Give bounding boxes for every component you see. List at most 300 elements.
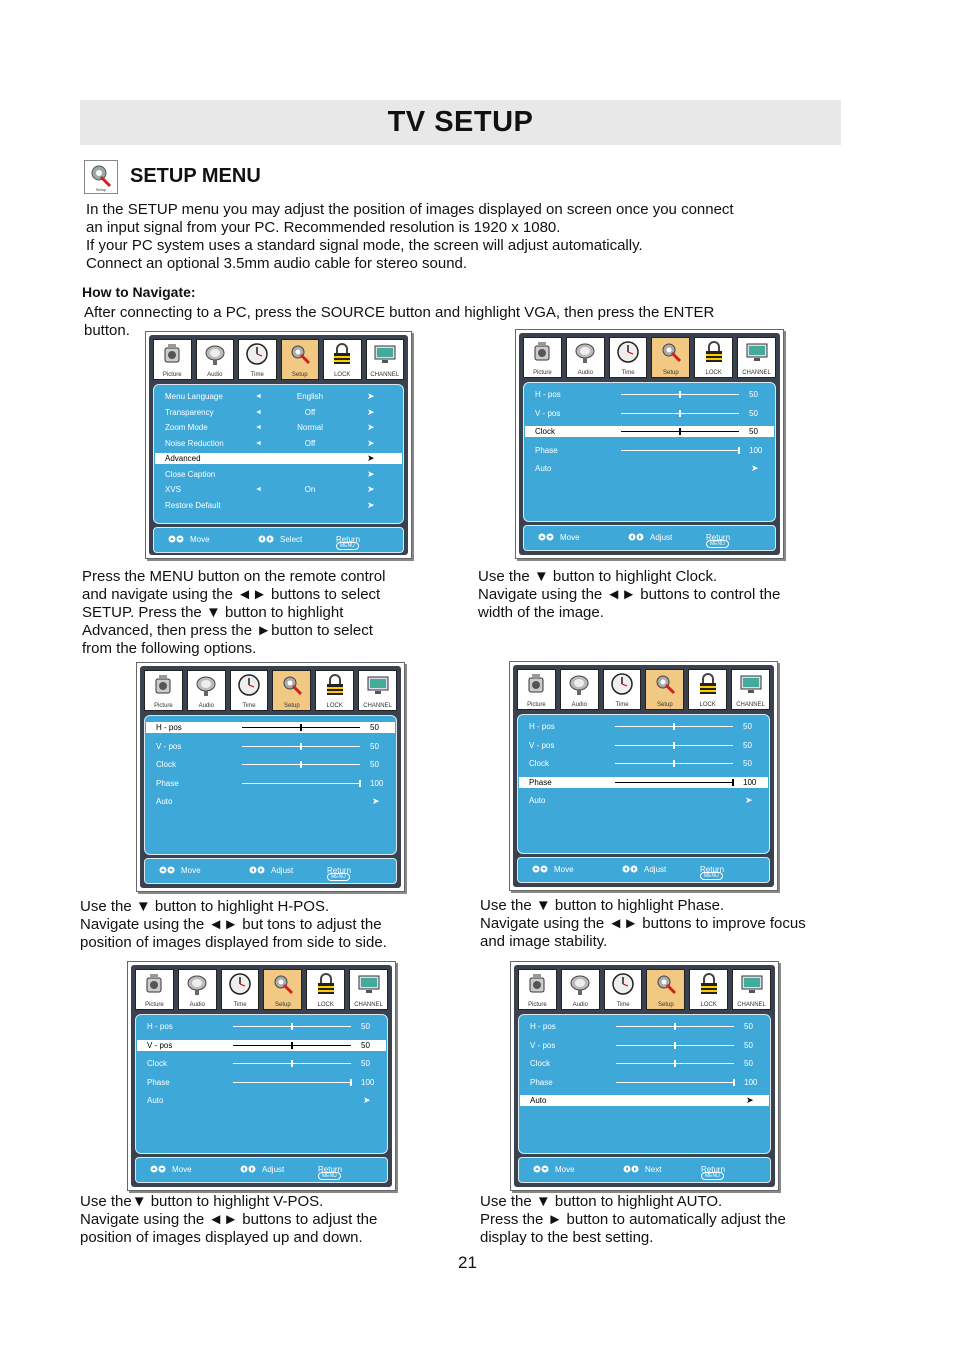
- adjust-row-label: Auto: [535, 464, 552, 473]
- slider-value: 100: [744, 1077, 758, 1087]
- adjust-row[interactable]: [519, 795, 768, 806]
- tab-time[interactable]: [230, 670, 269, 711]
- footer-action-label: Next: [645, 1165, 662, 1174]
- padlock-icon: [323, 673, 347, 697]
- adjust-row[interactable]: [146, 759, 395, 770]
- osd-frame: [514, 965, 775, 1187]
- tab-label: Setup: [663, 370, 679, 376]
- tab-setup[interactable]: [651, 337, 690, 378]
- slider-knob[interactable]: [674, 1042, 676, 1049]
- adjust-row-label: Auto: [530, 1096, 547, 1105]
- camera-icon: [524, 672, 548, 696]
- right-arrow-icon: ➤: [367, 391, 375, 401]
- tab-label: Picture: [154, 703, 173, 709]
- slider-knob[interactable]: [350, 1079, 352, 1086]
- menu-footer: [135, 1157, 388, 1183]
- up-down-buttons-icon: [532, 865, 548, 873]
- clock-icon: [237, 673, 261, 697]
- footer-return: [336, 535, 361, 549]
- menu-row[interactable]: [155, 391, 402, 402]
- tab-channel[interactable]: [731, 669, 770, 710]
- wrench-icon: [271, 972, 295, 996]
- value-slider[interactable]: [615, 782, 733, 783]
- osd-frame: [513, 665, 774, 887]
- menu-row-label: Noise Reduction: [165, 438, 224, 448]
- right-arrow-icon: ➤: [745, 795, 753, 805]
- tab-lock[interactable]: [688, 669, 727, 710]
- up-down-buttons-icon: [538, 533, 554, 541]
- tab-channel[interactable]: [732, 969, 771, 1010]
- osd-frame: [140, 666, 401, 888]
- tab-picture[interactable]: [153, 339, 192, 380]
- padlock-icon: [314, 972, 338, 996]
- tab-label: CHANNEL: [354, 1002, 383, 1008]
- tab-channel[interactable]: [349, 969, 388, 1010]
- padlock-icon: [330, 342, 354, 366]
- value-slider[interactable]: [621, 413, 739, 414]
- menu-row-value: On: [304, 485, 316, 494]
- adjust-row-label: V - pos: [530, 1040, 556, 1050]
- menu-row[interactable]: [155, 500, 402, 511]
- left-right-buttons-icon: [249, 866, 265, 874]
- adjust-row-label: Phase: [529, 777, 552, 787]
- menu-row[interactable]: [155, 469, 402, 480]
- clock-icon: [616, 340, 640, 364]
- menu-tab-bar: [523, 337, 776, 378]
- menu-row-label: Zoom Mode: [165, 423, 208, 432]
- slider-value: 50: [749, 427, 758, 436]
- osd-frame: [149, 335, 408, 555]
- tab-label: Audio: [198, 703, 214, 709]
- caption-6-line-1: Use the ▼ button to highlight AUTO.: [480, 1193, 723, 1210]
- menu-tab-bar: [144, 670, 397, 711]
- slider-value: 50: [370, 723, 379, 732]
- adjust-row[interactable]: [520, 1040, 769, 1051]
- adjust-row-label: V - pos: [529, 740, 555, 750]
- slider-knob[interactable]: [291, 1023, 293, 1030]
- right-arrow-icon: ➤: [367, 453, 375, 463]
- tab-audio[interactable]: [178, 969, 217, 1010]
- tab-lock[interactable]: [689, 969, 728, 1010]
- left-right-buttons-icon: [623, 1165, 639, 1173]
- footer-move-label: Move: [560, 533, 580, 542]
- tab-setup[interactable]: [646, 969, 685, 1010]
- left-arrow-icon: ◄: [255, 424, 262, 431]
- value-slider[interactable]: [233, 1045, 351, 1046]
- tab-label: Time: [615, 702, 629, 708]
- tab-label: Time: [242, 703, 256, 709]
- adjust-row[interactable]: [525, 389, 774, 400]
- tab-audio[interactable]: [561, 969, 600, 1010]
- tab-label: Setup: [284, 703, 300, 709]
- tab-label: Time: [616, 1002, 630, 1008]
- adjust-row[interactable]: [519, 721, 768, 732]
- slider-value: 100: [361, 1077, 375, 1087]
- tab-label: Time: [233, 1002, 247, 1008]
- clock-icon: [245, 342, 269, 366]
- menu-row-value: Off: [304, 407, 316, 417]
- caption-3-line-1: Use the ▼ button to highlight H-POS.: [80, 898, 330, 915]
- adjust-row-label: V - pos: [147, 1040, 173, 1050]
- caption-6-line-2: Press the ► button to automatically adjust the: [480, 1211, 786, 1228]
- caption-4-line-2: Navigate using the ◄► buttons to improve focus: [480, 915, 806, 932]
- tab-picture[interactable]: [523, 337, 562, 378]
- value-slider[interactable]: [616, 1045, 734, 1046]
- value-slider[interactable]: [616, 1063, 734, 1064]
- adjust-row[interactable]: [146, 741, 395, 752]
- adjust-row[interactable]: [520, 1021, 769, 1032]
- slider-value: 100: [749, 445, 763, 455]
- tab-audio[interactable]: [560, 669, 599, 710]
- adjust-row[interactable]: [525, 445, 774, 456]
- page-title: TV SETUP: [387, 106, 534, 138]
- wrench-icon: [280, 673, 304, 697]
- tab-label: Picture: [527, 702, 546, 708]
- adjust-row-label: H - pos: [535, 390, 561, 399]
- slider-value: 100: [743, 777, 757, 787]
- slider-value: 50: [743, 722, 752, 731]
- footer-action-label: Adjust: [650, 533, 673, 542]
- value-slider[interactable]: [242, 764, 360, 765]
- wrench-icon: [654, 972, 678, 996]
- menu-row-label: Transparency: [165, 407, 214, 417]
- right-arrow-icon: ➤: [367, 499, 375, 510]
- menu-row-label: Restore Default: [165, 500, 221, 510]
- tab-time[interactable]: [609, 337, 648, 378]
- tab-channel[interactable]: [358, 670, 397, 711]
- adjust-row-label: H - pos: [147, 1022, 173, 1031]
- tab-picture[interactable]: [135, 969, 174, 1010]
- osd-hpos-adjust: [136, 662, 405, 892]
- adjust-row[interactable]: [520, 1058, 769, 1069]
- menu-row[interactable]: [155, 422, 402, 433]
- intro-line-1: In the SETUP menu you may adjust the position of images displayed on screen once you connect: [86, 201, 734, 218]
- value-slider[interactable]: [615, 745, 733, 746]
- adjust-row[interactable]: [146, 796, 395, 807]
- tab-lock[interactable]: [306, 969, 345, 1010]
- adjust-menu-body: [523, 382, 776, 522]
- tab-label: CHANNEL: [742, 370, 771, 376]
- camera-icon: [151, 673, 175, 697]
- tab-label: Time: [250, 372, 264, 378]
- osd-frame: [519, 333, 780, 555]
- slider-knob[interactable]: [738, 447, 740, 454]
- footer-return: [318, 1165, 343, 1179]
- menu-row[interactable]: [155, 407, 402, 418]
- slider-knob[interactable]: [673, 723, 675, 730]
- footer-move-label: Move: [181, 866, 201, 875]
- right-arrow-icon: ➤: [367, 406, 375, 417]
- satellite-dish-icon: [194, 673, 218, 697]
- intro-line-3: If your PC system uses a standard signal mode, the screen will adjust automatically.: [86, 237, 643, 254]
- tab-setup[interactable]: [263, 969, 302, 1010]
- adjust-row-label: Clock: [535, 427, 556, 436]
- up-down-buttons-icon: [533, 1165, 549, 1173]
- adjust-row[interactable]: [525, 408, 774, 419]
- value-slider[interactable]: [242, 783, 360, 784]
- menu-button-icon: MENU: [318, 1172, 341, 1180]
- value-slider[interactable]: [233, 1026, 351, 1027]
- adjust-row-label: H - pos: [529, 722, 555, 731]
- slider-knob[interactable]: [359, 780, 361, 787]
- adjust-menu-body: [517, 714, 770, 854]
- monitor-icon: [739, 672, 763, 696]
- slider-knob[interactable]: [673, 742, 675, 749]
- satellite-dish-icon: [567, 672, 591, 696]
- footer-return-label: Return: [700, 865, 725, 874]
- footer-action-label: Adjust: [262, 1165, 285, 1174]
- adjust-menu-body: [144, 715, 397, 855]
- value-slider[interactable]: [242, 727, 360, 728]
- menu-row-value: English: [296, 392, 324, 401]
- value-slider[interactable]: [621, 450, 739, 451]
- caption-5-line-1: Use the▼ button to highlight V-POS.: [80, 1193, 324, 1210]
- right-arrow-icon: ➤: [363, 1095, 371, 1105]
- adjust-row[interactable]: [519, 777, 768, 788]
- tab-picture[interactable]: [518, 969, 557, 1010]
- slider-value: 50: [744, 1022, 753, 1031]
- adjust-row[interactable]: [137, 1077, 386, 1088]
- monitor-icon: [745, 340, 769, 364]
- page-number: 21: [458, 1253, 477, 1272]
- slider-knob[interactable]: [732, 779, 734, 786]
- tab-label: Audio: [572, 1002, 588, 1008]
- tab-label: LOCK: [317, 1002, 334, 1008]
- tab-lock[interactable]: [323, 339, 362, 380]
- adjust-row-label: Phase: [147, 1077, 170, 1087]
- tab-time[interactable]: [603, 669, 642, 710]
- tab-label: Audio: [571, 702, 587, 708]
- tab-label: LOCK: [699, 702, 716, 708]
- tab-lock[interactable]: [694, 337, 733, 378]
- monitor-icon: [373, 342, 397, 366]
- monitor-icon: [357, 972, 381, 996]
- slider-knob[interactable]: [674, 1060, 676, 1067]
- slider-value: 50: [743, 740, 752, 750]
- menu-body: [153, 384, 404, 524]
- right-arrow-icon: ➤: [367, 437, 375, 448]
- slider-knob[interactable]: [679, 428, 681, 435]
- menu-footer: [153, 527, 404, 553]
- tab-audio[interactable]: [187, 670, 226, 711]
- slider-value: 50: [749, 408, 758, 418]
- left-right-buttons-icon: [628, 533, 644, 541]
- camera-icon: [160, 342, 184, 366]
- footer-action-label: Adjust: [644, 865, 667, 874]
- slider-knob[interactable]: [300, 724, 302, 731]
- adjust-row[interactable]: [137, 1095, 386, 1106]
- adjust-row[interactable]: [146, 722, 395, 733]
- tab-label: Audio: [189, 1002, 205, 1008]
- tab-setup[interactable]: [645, 669, 684, 710]
- value-slider[interactable]: [233, 1082, 351, 1083]
- tab-time[interactable]: [604, 969, 643, 1010]
- tab-label: Audio: [577, 370, 593, 376]
- caption-5-line-2: Navigate using the ◄► buttons to adjust the: [80, 1211, 378, 1228]
- footer-return-label: Return: [336, 535, 361, 544]
- adjust-row-label: Clock: [529, 759, 550, 768]
- slider-value: 50: [743, 759, 752, 768]
- value-slider[interactable]: [621, 394, 739, 395]
- up-down-buttons-icon: [168, 535, 184, 543]
- caption-4-line-1: Use the ▼ button to highlight Phase.: [480, 897, 725, 914]
- satellite-dish-icon: [568, 972, 592, 996]
- slider-knob[interactable]: [300, 761, 302, 768]
- tab-channel[interactable]: [366, 339, 405, 380]
- adjust-row[interactable]: [146, 778, 395, 789]
- menu-button-icon: MENU: [701, 1172, 724, 1180]
- menu-row[interactable]: [155, 438, 402, 449]
- tab-picture[interactable]: [144, 670, 183, 711]
- padlock-icon: [702, 340, 726, 364]
- tab-label: Picture: [145, 1002, 164, 1008]
- menu-footer: [523, 525, 776, 551]
- monitor-icon: [366, 673, 390, 697]
- adjust-row-label: V - pos: [156, 741, 182, 751]
- slider-value: 50: [370, 741, 379, 751]
- setup-icon-label: Setup: [95, 187, 107, 192]
- tab-audio[interactable]: [196, 339, 235, 380]
- slider-knob[interactable]: [679, 410, 681, 417]
- footer-move-label: Move: [190, 535, 210, 544]
- value-slider[interactable]: [242, 746, 360, 747]
- tab-setup[interactable]: [281, 339, 320, 380]
- slider-knob[interactable]: [300, 743, 302, 750]
- slider-knob[interactable]: [733, 1079, 735, 1086]
- tab-channel[interactable]: [737, 337, 776, 378]
- menu-row-label: Close Caption: [165, 469, 216, 479]
- wrench-icon: [653, 672, 677, 696]
- adjust-row[interactable]: [137, 1040, 386, 1051]
- adjust-row[interactable]: [525, 426, 774, 437]
- caption-2-line-1: Use the ▼ button to highlight Clock.: [478, 568, 718, 585]
- slider-knob[interactable]: [679, 391, 681, 398]
- menu-footer: [517, 857, 770, 883]
- osd-setup-menu: [145, 331, 412, 559]
- section-title: SETUP MENU: [130, 165, 261, 187]
- value-slider[interactable]: [233, 1063, 351, 1064]
- value-slider[interactable]: [615, 763, 733, 764]
- caption-3-line-2: Navigate using the ◄► but tons to adjust the: [80, 916, 382, 933]
- right-arrow-icon: ➤: [372, 796, 380, 806]
- tab-time[interactable]: [238, 339, 277, 380]
- tab-setup[interactable]: [272, 670, 311, 711]
- value-slider[interactable]: [621, 431, 739, 432]
- menu-footer: [144, 858, 397, 884]
- caption-4-line-3: and image stability.: [480, 933, 608, 950]
- menu-button-icon: MENU: [336, 542, 359, 550]
- tab-label: LOCK: [700, 1002, 717, 1008]
- caption-2-line-2: Navigate using the ◄► buttons to control the: [478, 586, 781, 603]
- tab-label: CHANNEL: [370, 372, 400, 378]
- adjust-row[interactable]: [519, 740, 768, 751]
- footer-return-label: Return: [701, 1165, 726, 1174]
- title-banner: [80, 100, 841, 145]
- adjust-menu-body: [135, 1014, 388, 1154]
- setup-icon: [84, 160, 118, 194]
- adjust-row[interactable]: [525, 463, 774, 474]
- slider-value: 50: [744, 1059, 753, 1068]
- osd-frame: [131, 965, 392, 1187]
- menu-tab-bar: [517, 669, 770, 710]
- tab-audio[interactable]: [566, 337, 605, 378]
- tab-time[interactable]: [221, 969, 260, 1010]
- tab-label: Setup: [275, 1002, 291, 1008]
- footer-move-label: Move: [554, 865, 574, 874]
- slider-value: 50: [370, 760, 379, 769]
- footer-return: [700, 865, 725, 879]
- slider-knob[interactable]: [673, 760, 675, 767]
- adjust-row[interactable]: [137, 1058, 386, 1069]
- adjust-row-label: Auto: [156, 797, 173, 806]
- osd-clock-adjust: [515, 329, 784, 559]
- tab-picture[interactable]: [517, 669, 556, 710]
- menu-button-icon: MENU: [700, 872, 723, 880]
- slider-knob[interactable]: [291, 1042, 293, 1049]
- tab-label: LOCK: [334, 372, 351, 378]
- footer-action-label: Adjust: [271, 866, 294, 875]
- slider-value: 50: [361, 1022, 370, 1031]
- osd-phase-adjust: [509, 661, 778, 891]
- menu-button-icon: MENU: [327, 873, 350, 881]
- tab-lock[interactable]: [315, 670, 354, 711]
- adjust-menu-body: [518, 1014, 771, 1154]
- camera-icon: [525, 972, 549, 996]
- caption-1-line-3: SETUP. Press the ▼ button to highlight: [82, 604, 344, 621]
- menu-row[interactable]: [155, 453, 402, 464]
- adjust-row[interactable]: [137, 1021, 386, 1032]
- adjust-row[interactable]: [520, 1077, 769, 1088]
- adjust-row[interactable]: [520, 1095, 769, 1106]
- clock-icon: [228, 972, 252, 996]
- right-arrow-icon: ➤: [746, 1095, 754, 1105]
- slider-knob[interactable]: [674, 1023, 676, 1030]
- tab-label: Audio: [207, 372, 223, 378]
- value-slider[interactable]: [616, 1082, 734, 1083]
- caption-2-line-3: width of the image.: [478, 604, 604, 621]
- clock-icon: [611, 972, 635, 996]
- footer-return: [701, 1165, 726, 1179]
- tab-label: Setup: [658, 1002, 674, 1008]
- nav-heading: How to Navigate:: [82, 284, 196, 300]
- menu-tab-bar: [135, 969, 388, 1010]
- caption-3-line-3: position of images displayed from side to side.: [80, 934, 387, 951]
- right-arrow-icon: ➤: [367, 422, 375, 432]
- padlock-icon: [696, 672, 720, 696]
- value-slider[interactable]: [616, 1026, 734, 1027]
- slider-value: 50: [361, 1059, 370, 1068]
- slider-knob[interactable]: [291, 1060, 293, 1067]
- left-right-buttons-icon: [622, 865, 638, 873]
- wrench-icon: [288, 342, 312, 366]
- satellite-dish-icon: [185, 972, 209, 996]
- up-down-buttons-icon: [159, 866, 175, 874]
- menu-row[interactable]: [155, 484, 402, 495]
- footer-return-label: Return: [318, 1165, 343, 1174]
- slider-value: 50: [749, 390, 758, 399]
- left-arrow-icon: ◄: [255, 486, 262, 493]
- footer-move-label: Move: [172, 1165, 192, 1174]
- footer-return-label: Return: [706, 533, 731, 542]
- value-slider[interactable]: [615, 726, 733, 727]
- caption-1-line-2: and navigate using the ◄► buttons to select: [82, 586, 381, 603]
- left-arrow-icon: ◄: [255, 393, 262, 400]
- adjust-row[interactable]: [519, 758, 768, 769]
- right-arrow-icon: ➤: [367, 468, 375, 479]
- tab-label: Setup: [291, 372, 308, 378]
- caption-5-line-3: position of images displayed up and down.: [80, 1229, 363, 1246]
- tab-label: Setup: [657, 702, 673, 708]
